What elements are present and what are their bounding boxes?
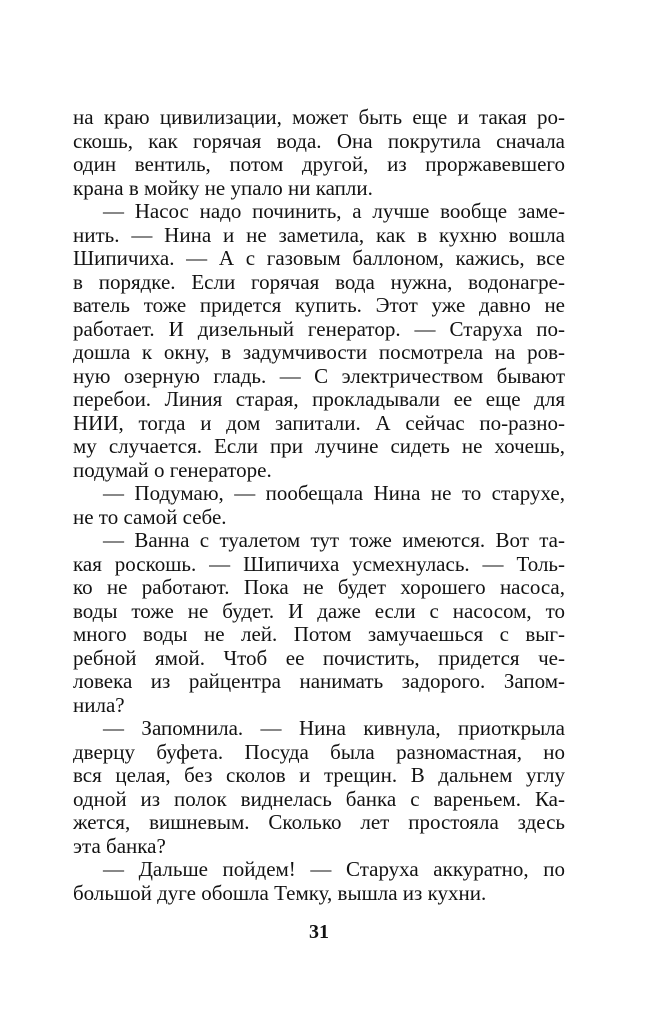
text-line: му случается. Если при лучине сидеть не хочешь, — [73, 434, 565, 458]
text-column — [73, 106, 565, 905]
text-line: воды тоже не будет. И даже если с насосом, то — [73, 598, 565, 623]
text-line: эта банка? — [73, 833, 166, 858]
text-line: перебои. Линия старая, прокладывали ее еще для — [73, 387, 565, 411]
page-number: 31 — [309, 921, 329, 943]
text-line: большой дуге обошла Темку, вышла из кухни. — [73, 880, 487, 905]
text-line: кая роскошь. — Шипичиха усмехнулась. — Толь- — [73, 551, 565, 576]
text-line: ватель тоже придется купить. Этот уже давно не — [73, 293, 565, 317]
text-line: ребной ямой. Чтоб ее почистить, придется че- — [73, 645, 565, 670]
text-line: — Насос надо починить, а лучше вообще заме- — [103, 199, 565, 223]
text-line: ную озерную гладь. — С электричеством бывают — [73, 363, 565, 388]
text-line: работает. И дизельный генератор. — Старуха по- — [73, 316, 565, 341]
text-line: много воды не лей. Потом замучаешься с выг- — [73, 622, 565, 646]
text-line: Шипичиха. — А с газовым баллоном, кажись, все — [73, 246, 565, 270]
text-line: ловека из райцентра нанимать задорого. Запом- — [73, 669, 565, 693]
text-line: — Дальше пойдем! — Старуха аккуратно, по — [103, 857, 565, 881]
text-line: НИИ, тогда и дом запитали. А сейчас по-разно- — [73, 410, 565, 435]
text-line: — Подумаю, — пообещала Нина не то старухе, — [103, 481, 565, 505]
text-line: скошь, как горячая вода. Она покрутила сначала — [73, 128, 565, 153]
text-line: дошла к окну, в задумчивости посмотрела на ров- — [73, 340, 565, 364]
text-line: нила? — [73, 692, 125, 717]
text-line: ко не работают. Пока не будет хорошего насоса, — [73, 575, 565, 599]
text-line: нить. — Нина и не заметила, как в кухню вошла — [73, 222, 565, 247]
text-line: — Запомнила. — Нина кивнула, приоткрыла — [103, 716, 565, 740]
text-line: на краю цивилизации, может быть еще и такая ро- — [73, 105, 565, 129]
text-line: один вентиль, потом другой, из проржавевшего — [73, 152, 565, 176]
text-line: крана в мойку не упало ни капли. — [73, 175, 373, 200]
text-line: дверцу буфета. Посуда была разномастная, но — [73, 739, 565, 764]
text-line: в порядке. Если горячая вода нужна, водонагре- — [73, 269, 565, 294]
text-line: подумай о генераторе. — [73, 457, 272, 482]
text-line: вся целая, без сколов и трещин. В дальнем углу — [73, 763, 565, 787]
text-line: одной из полок виднелась банка с вареньем. Ка- — [73, 786, 565, 811]
text-line: — Ванна с туалетом тут тоже имеются. Вот та- — [103, 528, 565, 552]
text-line: не то самой себе. — [73, 504, 227, 529]
text-line: жется, вишневым. Сколько лет простояла здесь — [73, 810, 565, 834]
